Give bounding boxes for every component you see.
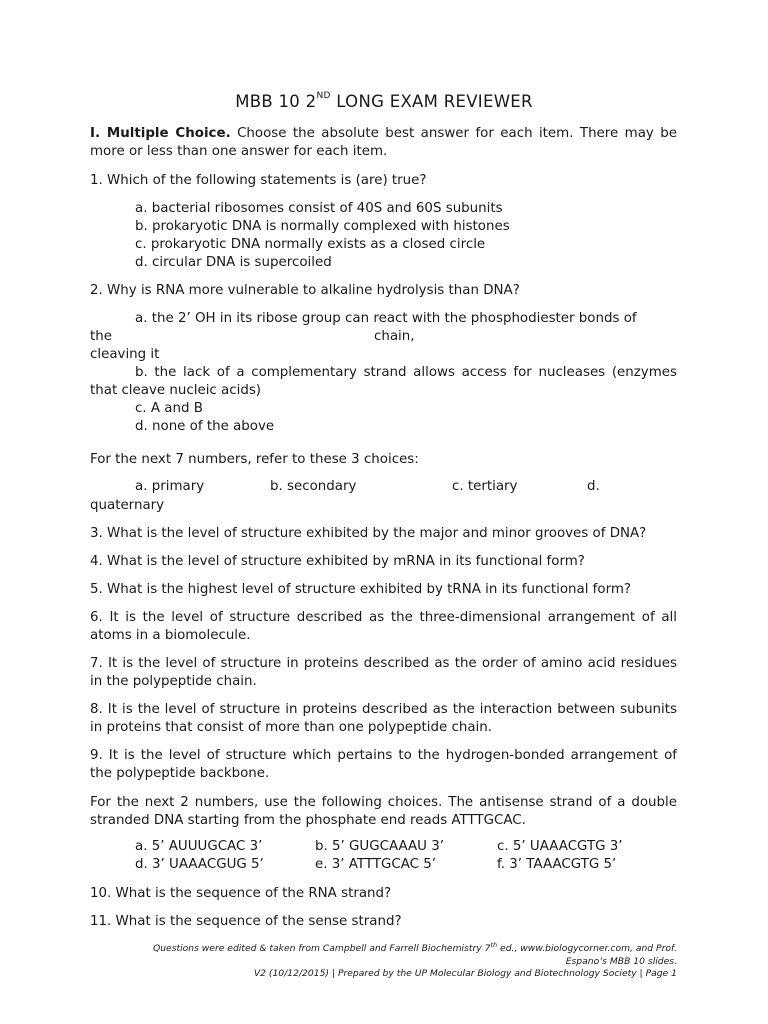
choice: c. 5’ UAAACGTG 3’ [497, 839, 623, 854]
title-main: MBB 10 2 [235, 92, 317, 111]
footer-text: ed., www.biologycorner.com, and Prof. [497, 943, 677, 955]
dna-intro: For the next 2 numbers, use the following choices. The antisense strand of a double stranded DNA starting from the phosphate end reads ATTTGCAC. [90, 795, 677, 828]
choice: d. 3’ UAAACGUG 5’ [135, 857, 264, 872]
structure-intro: For the next 7 numbers, refer to these 3 choices: [90, 452, 419, 467]
instructions-text: Choose the absolute best answer for each item. There may be more or less than one answer for each item. [90, 126, 677, 159]
option: c. prokaryotic DNA normally exists as a closed circle [135, 237, 486, 252]
option-fragment: the [90, 329, 112, 344]
choice: c. tertiary [452, 479, 518, 494]
footer-text: Questions were edited & taken from Campbell and Farrell Biochemistry 7 [152, 943, 491, 955]
dna-choices-row-2 [135, 857, 680, 875]
section-heading: I. Multiple Choice. [90, 126, 231, 141]
title-rest: LONG EXAM REVIEWER [330, 92, 533, 111]
choice: f. 3’ TAAACGTG 5’ [497, 857, 617, 872]
option-continuation [90, 328, 677, 346]
page-title [0, 92, 768, 111]
question: 3. What is the level of structure exhibited by the major and minor grooves of DNA? [90, 526, 647, 541]
option: c. A and B [135, 401, 203, 416]
footer-credits [90, 939, 677, 956]
choice: d. [587, 479, 600, 494]
footer-superscript: th [490, 941, 498, 949]
option-continuation: cleaving it [90, 347, 160, 362]
question-1-options [90, 200, 722, 272]
option: d. none of the above [135, 419, 275, 434]
choice: a. 5’ AUUUGCAC 3’ [135, 839, 263, 854]
choice: e. 3’ ATTTGCAC 5’ [315, 857, 437, 872]
question: 8. It is the level of structure in proteins described as the interaction between subunits in proteins that consist of more than one polypeptide chain. [90, 702, 677, 735]
question: 5. What is the highest level of structure exhibited by tRNA in its functional form? [90, 582, 632, 597]
question: 4. What is the level of structure exhibited by mRNA in its functional form? [90, 554, 585, 569]
option: d. circular DNA is supercoiled [135, 255, 332, 270]
question-2: 2. Why is RNA more vulnerable to alkaline hydrolysis than DNA? [90, 283, 520, 298]
question-10: 10. What is the sequence of the RNA strand? [90, 886, 392, 901]
dna-choices-row-1 [135, 839, 680, 857]
choice: a. primary [135, 479, 205, 494]
option: b. the lack of a complementary strand allows access for nucleases (enzymes that cleave nucleic acids) [90, 365, 677, 398]
choice: b. 5’ GUGCAAAU 3’ [315, 839, 445, 854]
footer-credits-cont: Espano’s MBB 10 slides. [565, 955, 677, 967]
question-1: 1. Which of the following statements is (are) true? [90, 173, 427, 188]
option-fragment: chain, [374, 329, 415, 344]
option: b. prokaryotic DNA is normally complexed with histones [135, 219, 510, 234]
title-superscript: ND [316, 91, 331, 101]
structure-choices [135, 479, 680, 497]
footer-version: V2 (10/12/2015) | Prepared by the UP Molecular Biology and Biotechnology Society | Page 1 [253, 968, 677, 980]
choice: b. secondary [270, 479, 357, 494]
instructions [90, 125, 677, 161]
page-footer [90, 939, 677, 981]
option: a. bacterial ribosomes consist of 40S and 60S subunits [135, 201, 503, 216]
question-11: 11. What is the sequence of the sense strand? [90, 914, 402, 929]
choice-continuation: quaternary [90, 498, 165, 513]
question: 6. It is the level of structure described as the three-dimensional arrangement of all atoms in a biomolecule. [90, 610, 677, 643]
option: a. the 2’ OH in its ribose group can react with the phosphodiester bonds of [135, 311, 637, 326]
question: 9. It is the level of structure which pertains to the hydrogen-bonded arrangement of the polypeptide backbone. [90, 748, 677, 781]
question: 7. It is the level of structure in proteins described as the order of amino acid residues in the polypeptide chain. [90, 656, 677, 689]
